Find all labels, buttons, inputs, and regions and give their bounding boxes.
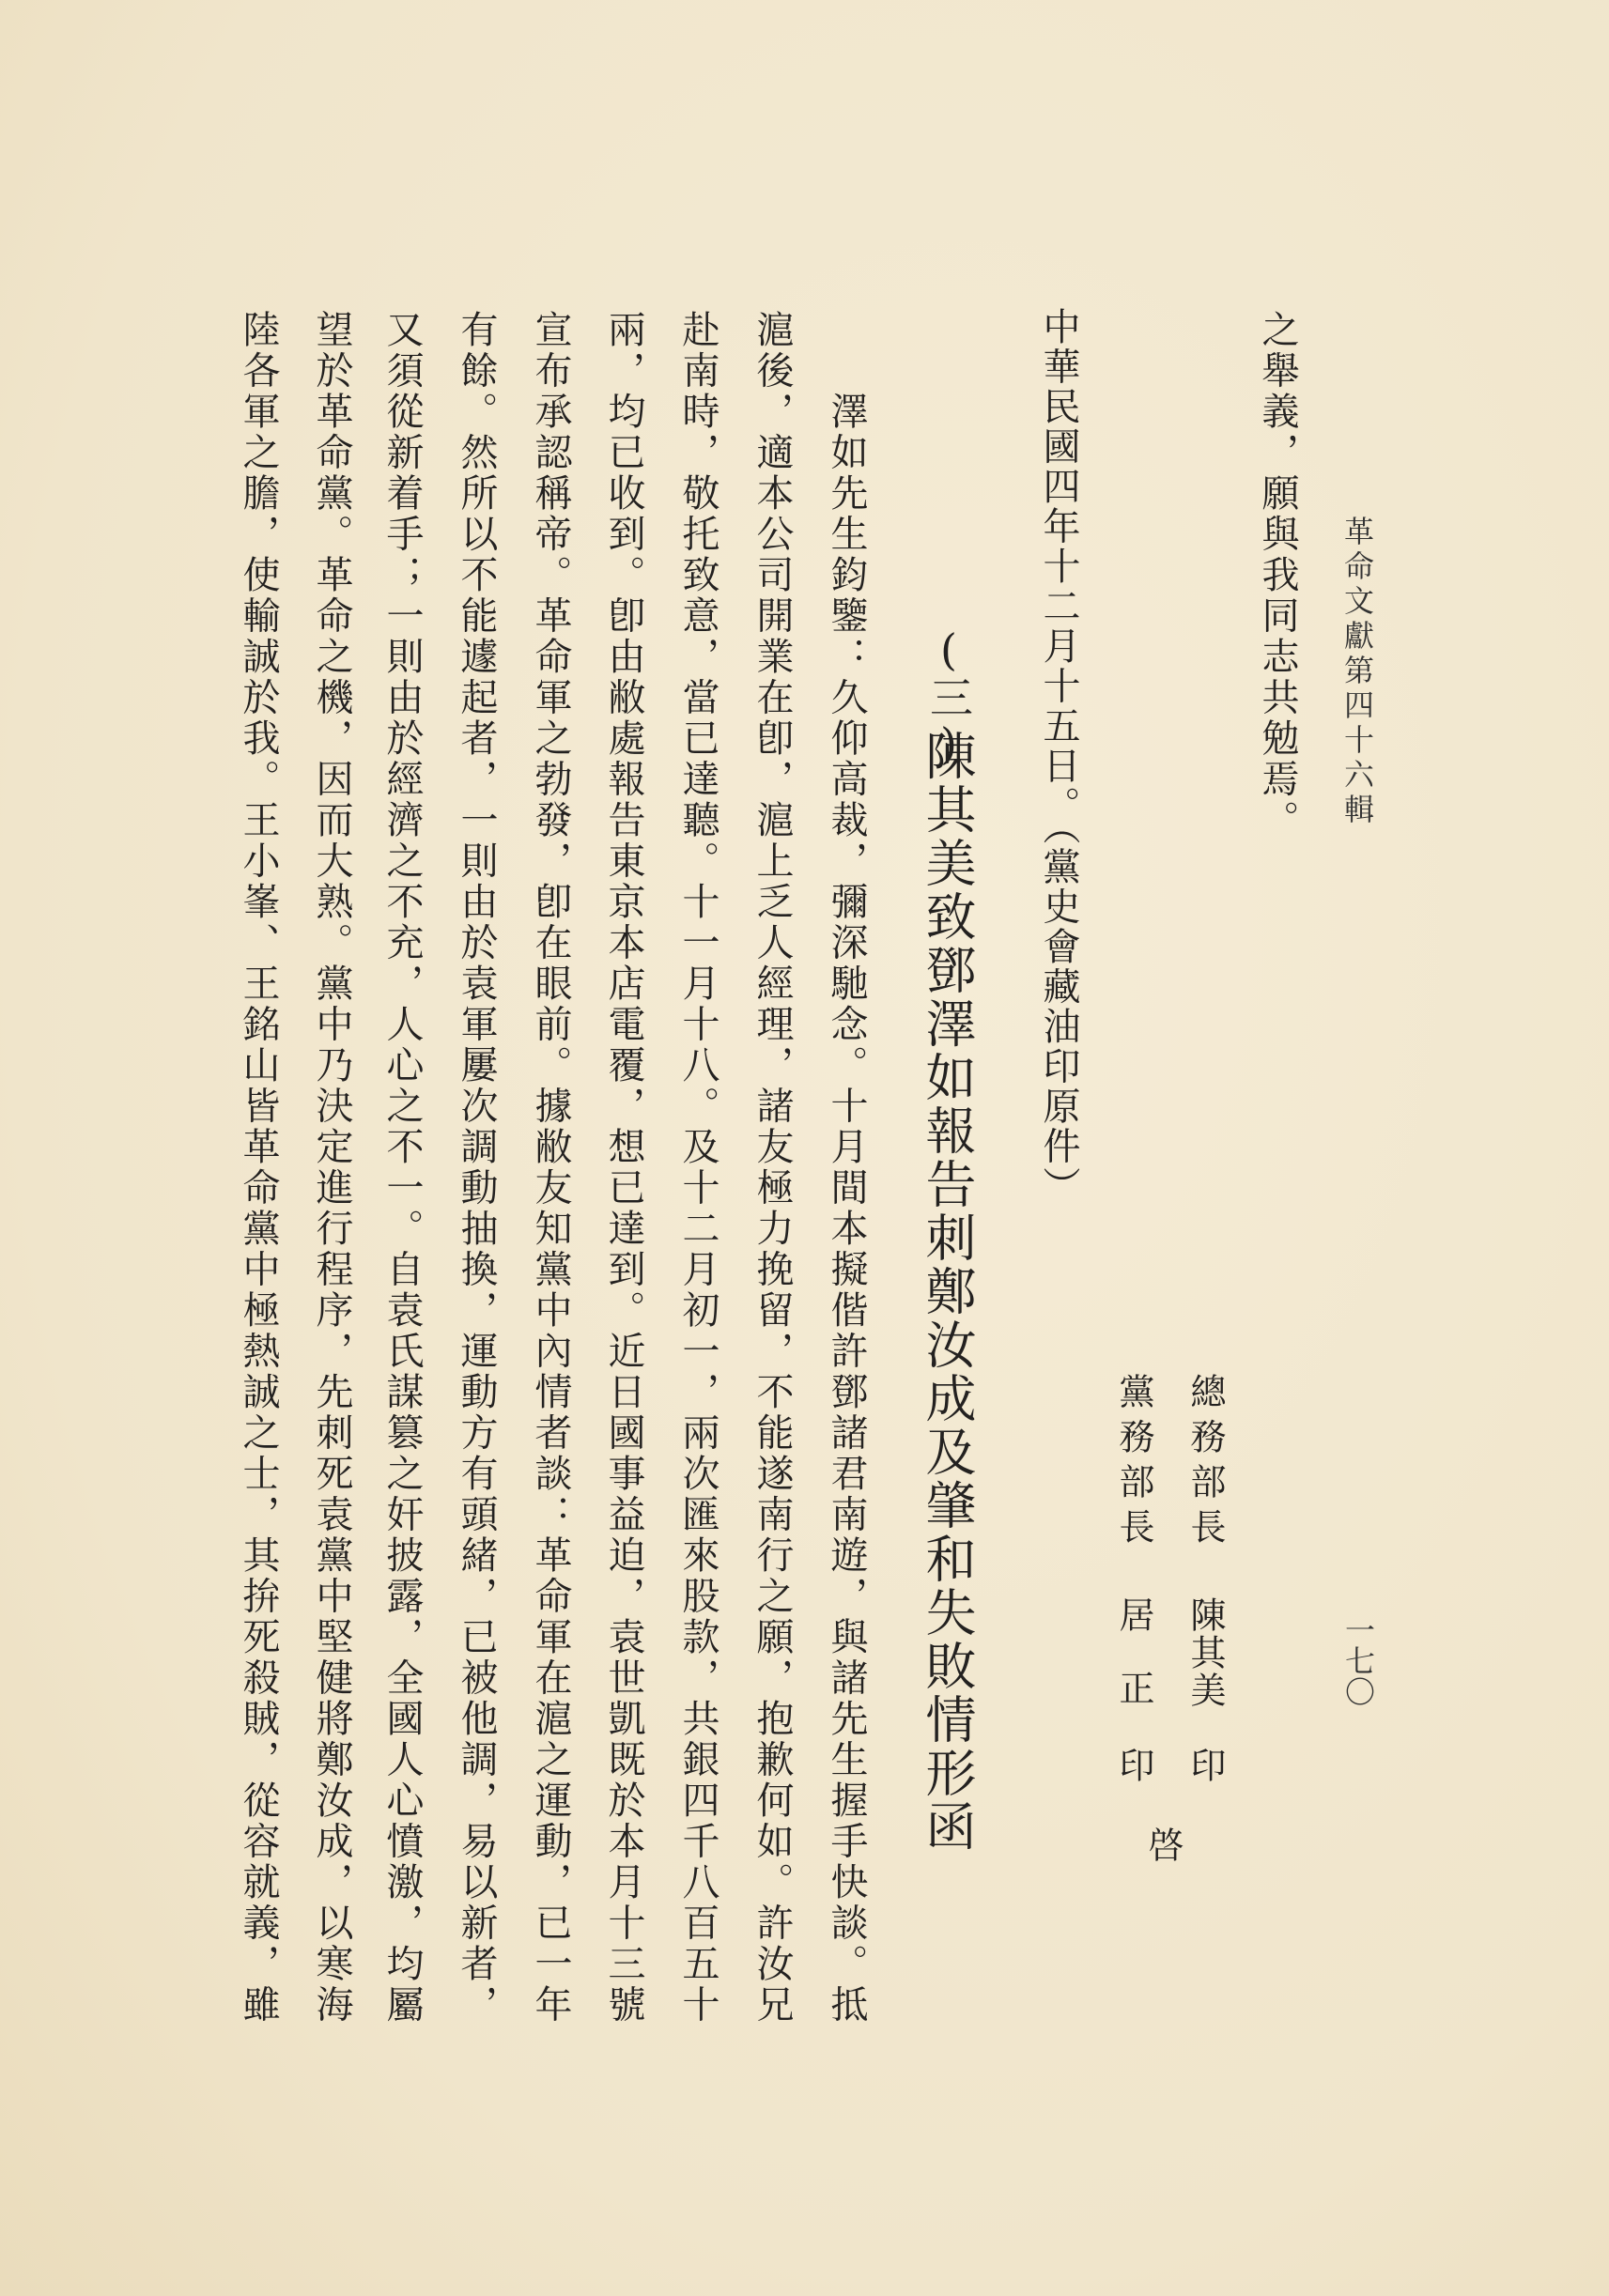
page-number: 一七〇 (1340, 1614, 1376, 1707)
body-line: 又須從新着手；一則由於經濟之不充，人心之不一。自袁氏謀篡之奸披露，全國人心憤激，均屬 (380, 310, 424, 2026)
closing-line: 之舉義，願與我同志共勉焉。 (1256, 310, 1299, 841)
signature-title-2: 黨務部長 (1113, 1373, 1154, 1553)
signature-seal-2: 印 (1113, 1747, 1154, 1792)
date-line: 中華民國四年十二月十五日。（黨史會藏油印原件） (1037, 307, 1080, 1207)
section-number: (三) (923, 624, 974, 769)
signoff: 啓 (1142, 1826, 1184, 1872)
body-line: 陸各軍之膽，使輸誠於我。王小峯、王銘山皆革命黨中極熱誠之士，其拚死殺賊，從容就義，雖 (237, 310, 280, 2026)
body-line: 有餘。然所以不能遽起者，一則由於袁軍屢次調動抽換，運動方有頭緒，已被他調，易以新者， (455, 310, 498, 2026)
body-line: 兩，均已收到。卽由敝處報告東京本店電覆，想已達到。近日國事益迫，袁世凱既於本月十三號 (602, 310, 645, 2026)
signature-title-1: 總務部長 (1184, 1373, 1226, 1553)
body-line: 滬後，適本公司開業在卽，滬上乏人經理，諸友極力挽留，不能遂南行之願，抱歉何如。許汝兄 (750, 310, 794, 2026)
body-line: 赴南時，敬托致意，當已達聽。十一月十八。及十二月初一，兩次匯來股款，共銀四千八百五十 (676, 310, 719, 2026)
body-line: 澤如先生鈞鑒：久仰高裁，彌深馳念。十月間本擬偕許鄧諸君南遊，與諸先生握手快談。抵 (825, 392, 868, 2026)
running-header: 革命文獻第四十六輯 (1339, 516, 1375, 828)
body-line: 宣布承認稱帝。革命軍之勃發，卽在眼前。據敝友知黨中內情者談：革命軍在滬之運動，已一年 (529, 310, 572, 2026)
section-title: 陳其美致鄧澤如報告刺鄭汝成及肇和失敗情形函 (918, 730, 977, 1854)
signature-name-1: 陳其美 (1184, 1596, 1226, 1709)
body-line: 望於革命黨。革命之機，因而大熟。黨中乃決定進行程序，先刺死袁黨中堅健將鄭汝成，以寒海 (310, 310, 353, 2026)
signature-name-2: 居正 (1113, 1596, 1154, 1743)
signature-seal-1: 印 (1184, 1747, 1226, 1792)
